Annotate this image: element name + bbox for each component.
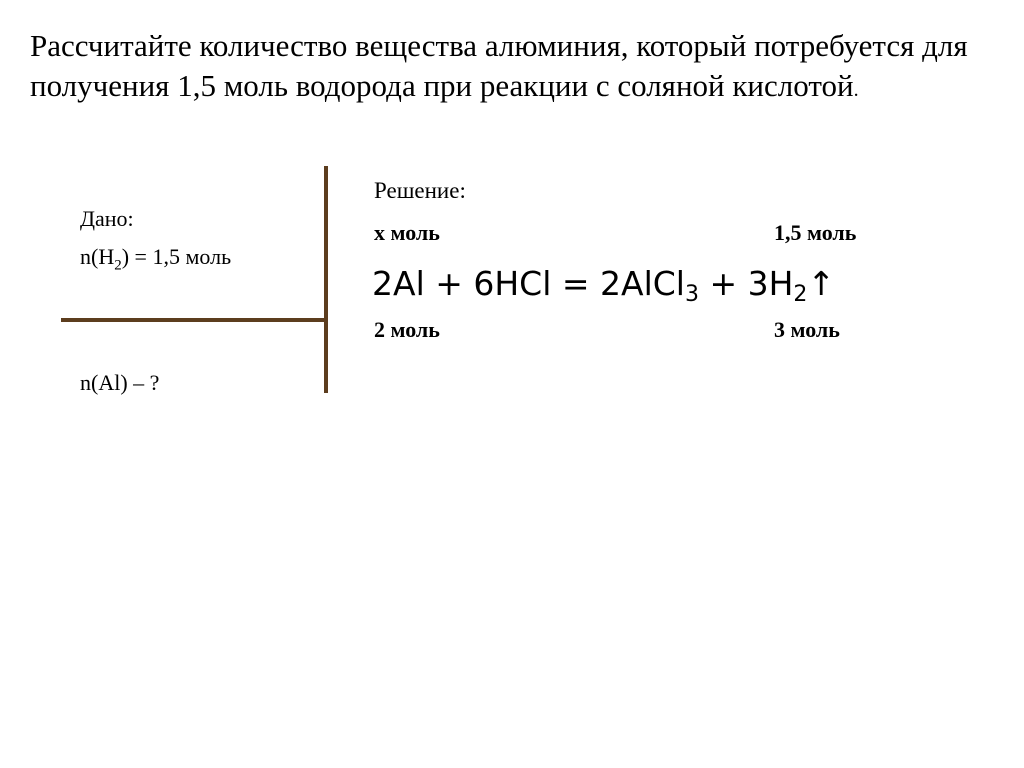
equation-part1: 2Al + 6HCl = 2AlCl — [372, 264, 685, 303]
given-h2-prefix: n(H — [80, 244, 115, 269]
equation-sub1: 3 — [684, 282, 699, 307]
moles-below-al: 2 моль — [374, 317, 440, 342]
moles-above-h2: 1,5 моль — [774, 220, 857, 245]
moles-below-h2: 3 моль — [774, 317, 840, 342]
vertical-divider — [324, 166, 328, 393]
problem-text: Рассчитайте количество вещества алюминия, который потребуется для получения 1,5 моль водорода при реакции с соляной кислотой — [30, 28, 968, 103]
given-label: Дано: — [80, 206, 134, 231]
reaction-equation — [372, 258, 835, 321]
given-h2-subscript: 2 — [114, 257, 122, 274]
solution-title: Решение: — [374, 178, 466, 203]
equation-part2: + 3H — [698, 264, 794, 303]
gas-arrow-icon: ↑ — [807, 264, 836, 303]
find-quantity: n(Al) – ? — [80, 370, 160, 395]
equation-sub2: 2 — [793, 282, 808, 307]
moles-above-row — [374, 216, 904, 250]
given-section — [80, 200, 231, 284]
given-h2-amount — [80, 238, 231, 284]
given-h2-suffix: ) = 1,5 моль — [121, 244, 232, 269]
problem-period: . — [853, 79, 859, 101]
horizontal-divider — [61, 318, 328, 322]
problem-statement — [30, 26, 990, 110]
moles-below-row — [374, 313, 904, 347]
moles-above-al: x моль — [374, 220, 440, 245]
